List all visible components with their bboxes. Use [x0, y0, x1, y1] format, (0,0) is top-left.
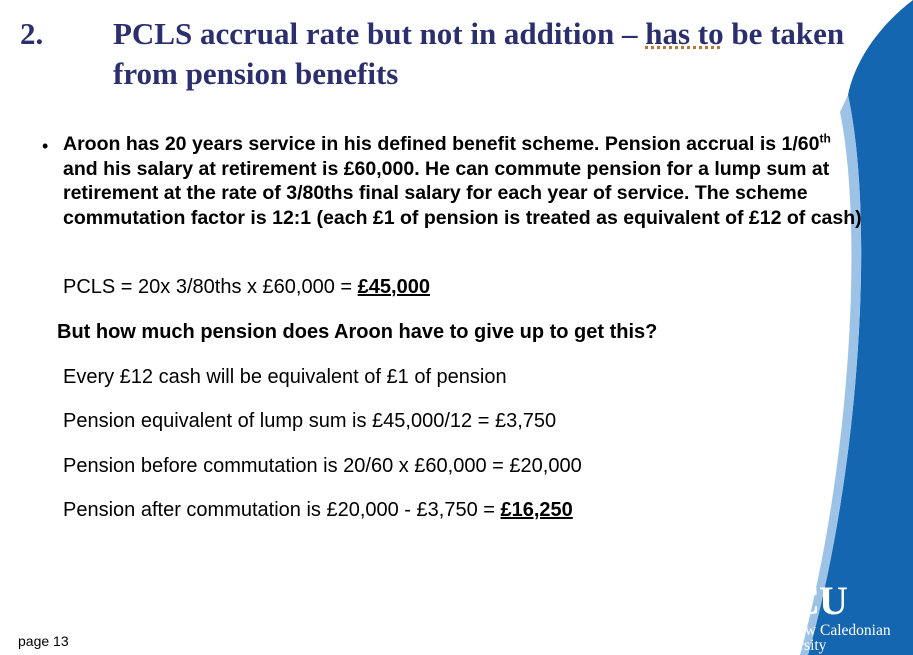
cash-equivalent-line: Every £12 cash will be equivalent of £1 of pension — [63, 366, 507, 388]
pension-before-line: Pension before commutation is 20/60 x £60,000 = £20,000 — [63, 455, 582, 477]
title-rest: be taken from pension benefits — [113, 16, 845, 91]
title-main: PCLS accrual rate but not in addition – — [113, 16, 646, 51]
title-number: 2. — [20, 16, 44, 51]
pension-after-line — [63, 499, 573, 522]
bullet-part-2: and his salary at retirement is £60,000. He can commute pension for a lump sum at retirement at the rate of 3/80ths final salary for each year of service. The scheme commutation factor is 12:1 (each £1 of pension is treated as equivalent of £12 of cash) — [63, 157, 862, 229]
pcls-result: £45,000 — [357, 276, 430, 298]
gcu-logo — [728, 555, 913, 655]
logo-acronym: GCU — [761, 578, 847, 623]
logo-name-line-2: University — [761, 637, 827, 654]
bullet-paragraph — [63, 132, 863, 230]
question-line: But how much pension does Aroon have to give up to get this? — [57, 321, 658, 343]
logo-name-line-1: Glasgow Caledonian — [761, 622, 891, 639]
pension-after-formula: Pension after commutation is £20,000 - £3,750 = — [63, 499, 501, 521]
pcls-line — [63, 276, 430, 299]
title-text — [113, 14, 853, 94]
page-number: page 13 — [18, 633, 69, 649]
bullet-part-1: Aroon has 20 years service in his defined benefit scheme. Pension accrual is 1/60 — [63, 133, 820, 155]
lump-sum-equivalent-line: Pension equivalent of lump sum is £45,000/12 = £3,750 — [63, 410, 557, 432]
bullet-icon: • — [42, 136, 49, 156]
pcls-formula: PCLS = 20x 3/80ths x £60,000 = — [63, 276, 358, 298]
pension-after-result: £16,250 — [500, 499, 573, 521]
title-emphasis: has to — [645, 16, 724, 51]
bullet-superscript: th — [819, 131, 831, 146]
logo-university-name — [761, 623, 911, 653]
